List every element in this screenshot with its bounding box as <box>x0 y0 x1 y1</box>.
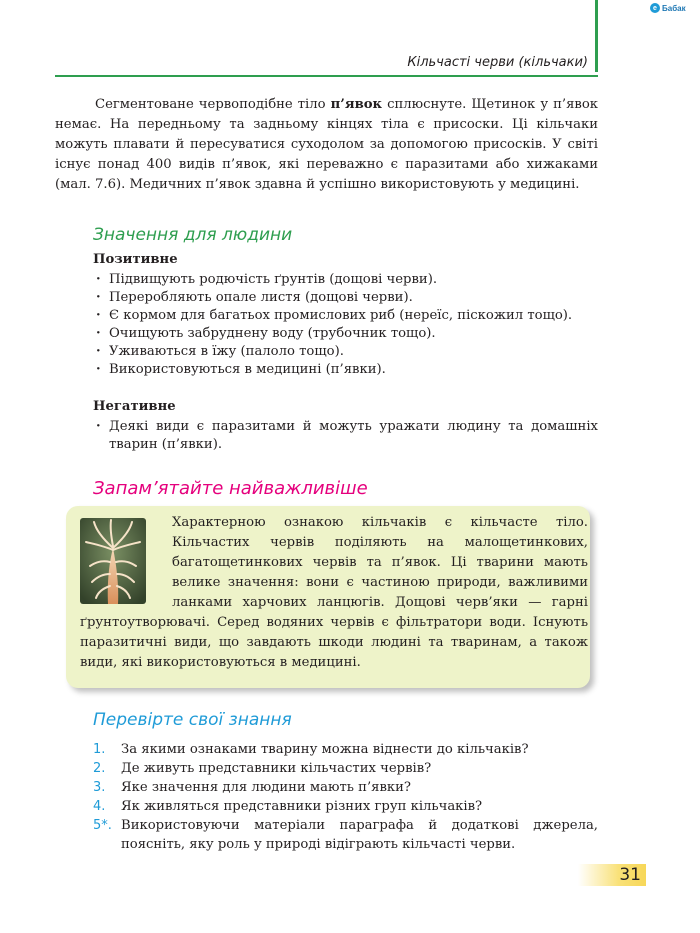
question-text: Використовуючи матеріали параграфа й додаткові джерела, поясніть, яку роль у природі відіграють кільчасті черви. <box>121 818 598 852</box>
questions-title: Перевірте свої знання <box>93 710 292 730</box>
positive-label: Позитивне <box>93 252 178 267</box>
list-item: · Очищують забруднену воду (трубочник тощо). <box>93 325 598 343</box>
question-number: 1. <box>93 742 106 757</box>
question-item <box>93 778 598 797</box>
list-item: · Уживаються в їжу (палоло тощо). <box>93 343 598 361</box>
publisher-logo: e Бабак <box>650 3 686 13</box>
question-number: 5*. <box>93 818 112 833</box>
questions-list <box>93 740 598 854</box>
page-number-tab <box>578 864 646 886</box>
importance-title: Значення для людини <box>93 225 293 245</box>
question-text: Яке значення для людини мають п’явки? <box>121 780 411 795</box>
list-item: · Деякі види є паразитами й можуть уражати людину та домашніх тварин (п’явки). <box>93 418 598 454</box>
page-number: 31 <box>619 865 641 885</box>
question-number: 2. <box>93 761 106 776</box>
running-head: Кільчасті черви (кільчаки) <box>407 55 588 70</box>
question-item <box>93 740 598 759</box>
question-text: За якими ознаками тварину можна віднести до кільчаків? <box>121 742 529 757</box>
negative-label: Негативне <box>93 399 176 414</box>
list-item: · Використовуються в медицині (п’явки). <box>93 361 598 379</box>
positive-list <box>93 271 598 379</box>
header-accent-bar <box>595 0 598 72</box>
question-number: 3. <box>93 780 106 795</box>
list-item: · Переробляють опале листя (дощові черви). <box>93 289 598 307</box>
question-item <box>93 759 598 778</box>
negative-list <box>93 418 598 454</box>
question-number: 4. <box>93 799 106 814</box>
question-text: Де живуть представники кільчастих червів? <box>121 761 432 776</box>
list-item: · Є кормом для багатьох промислових риб (нереїс, піскожил тощо). <box>93 307 598 325</box>
intro-term-leeches: п’явок <box>330 97 383 112</box>
summary-title: Запам’ятайте найважливіше <box>93 478 368 499</box>
question-item <box>93 797 598 816</box>
publisher-logo-icon: e <box>650 3 660 13</box>
intro-paragraph: Сегментоване червоподібне тіло п’явок сплюснуте. Щетинок у п’явок немає. На передньому та задньому кінцях тіла є присоски. Ці кільчаки можуть плавати й пересуватися суходолом за допомогою присосків. У світі існує понад 400 видів п’явок, які переважно є паразитами або хижаками (мал. 7.6). Медичних п’явок здавна й успішно використовують у медицині. <box>55 97 599 192</box>
list-item: · Підвищують родючість ґрунтів (дощові черви). <box>93 271 598 289</box>
header-rule <box>55 75 598 77</box>
question-item <box>93 816 598 854</box>
question-text: Як живляться представники різних груп кільчаків? <box>121 799 483 814</box>
summary-text: Характерною ознакою кільчаків є кільчасте тіло. Кільчастих червів поділяють на малощетинкових, багатощетинкових червів та п’явок. Ці тварини мають велике значення: вони є частиною природи, важливими ланками харчових ланцюгів. Дощові черв’яки — гарні ґрунтоутворювачі. Серед водяних червів є фільтратори води. Існують паразитичні види, що завдають шкоди людині та тваринам, а також види, які використовуються в медицині. <box>80 515 588 670</box>
